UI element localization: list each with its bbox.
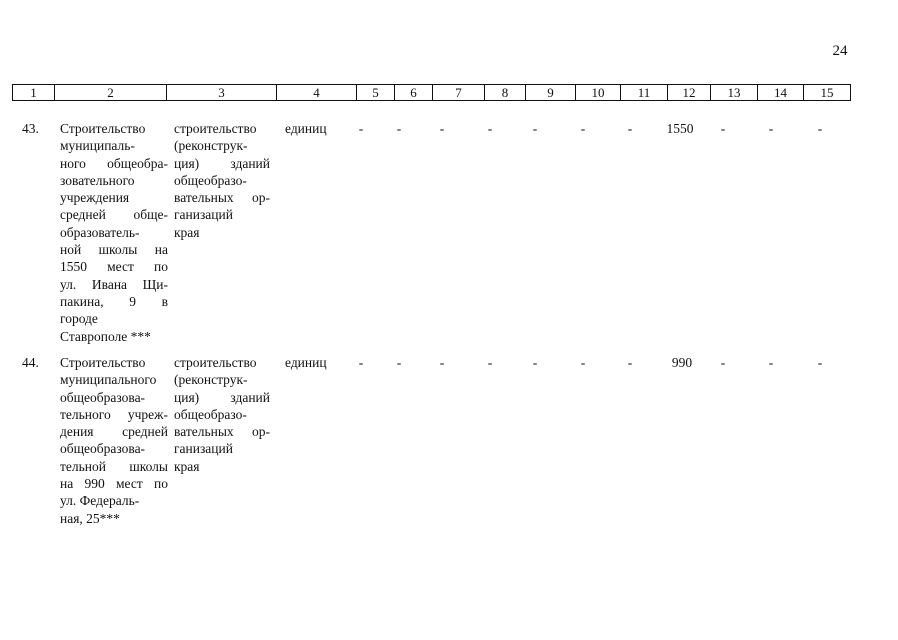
header-col-15: 15 [804, 85, 851, 101]
name-line: образователь- [60, 224, 140, 240]
header-col-7: 7 [433, 85, 485, 101]
value-col-12: 990 [671, 355, 693, 370]
row-number: 43. [22, 121, 39, 136]
value-col-6: - [396, 355, 402, 370]
value-col-7: - [439, 121, 445, 136]
work-type [174, 120, 270, 241]
column-number-header [12, 84, 851, 101]
value-col-15: - [817, 121, 823, 136]
type-line: ганизаций [174, 441, 233, 457]
type-line: строительство [174, 355, 257, 370]
type-line: общеобразо- [174, 406, 247, 422]
name-line: муниципаль- [60, 138, 135, 154]
work-type [174, 354, 270, 475]
type-line: общеобразо- [174, 172, 247, 188]
value-col-14: - [768, 355, 774, 370]
type-line: края [174, 224, 200, 240]
name-line: Строительство [60, 355, 146, 370]
name-line: дения средней [60, 424, 168, 440]
unit: единиц [285, 121, 327, 136]
name-line: ул. Ивана Щи- [60, 276, 168, 292]
type-line: ция) зданий [174, 389, 270, 405]
name-line: на 990 мест по [60, 476, 168, 492]
name-line: общеобразова- [60, 389, 146, 405]
type-line: края [174, 458, 200, 474]
unit: единиц [285, 355, 327, 370]
page-number: 24 [832, 43, 848, 59]
name-line: зовательного [60, 172, 135, 188]
value-col-7: - [439, 355, 445, 370]
value-col-13: - [720, 121, 726, 136]
type-line: (реконструк- [174, 372, 248, 388]
name-line: Ставрополе *** [60, 328, 151, 344]
header-col-3: 3 [167, 85, 277, 101]
header-col-8: 8 [485, 85, 526, 101]
header-col-14: 14 [758, 85, 804, 101]
header-col-1: 1 [13, 85, 55, 101]
type-line: вательных ор- [174, 190, 270, 206]
value-col-15: - [817, 355, 823, 370]
value-col-13: - [720, 355, 726, 370]
header-col-5: 5 [357, 85, 395, 101]
type-line: вательных ор- [174, 424, 270, 440]
header-col-4: 4 [277, 85, 357, 101]
name-line: муниципального [60, 372, 157, 388]
header-col-2: 2 [55, 85, 167, 101]
name-line: ной школы на [60, 242, 168, 258]
name-line: Строительство [60, 121, 146, 136]
value-col-9: - [532, 355, 538, 370]
value-col-11: - [627, 121, 633, 136]
name-line: ная, 25*** [60, 510, 120, 526]
object-name [60, 354, 168, 527]
name-line: тельной школы [60, 458, 168, 474]
row-number: 44. [22, 355, 39, 370]
value-col-5: - [358, 121, 364, 136]
header-col-9: 9 [526, 85, 576, 101]
header-col-10: 10 [576, 85, 621, 101]
header-col-11: 11 [621, 85, 668, 101]
name-line: тельного учреж- [60, 406, 168, 422]
value-col-9: - [532, 121, 538, 136]
name-line: учреждения [60, 190, 130, 206]
name-line: 1550 мест по [60, 259, 168, 275]
name-line: ного общеобра- [60, 155, 168, 171]
header-col-6: 6 [395, 85, 433, 101]
type-line: (реконструк- [174, 138, 248, 154]
name-line: ул. Федераль- [60, 493, 140, 509]
value-col-12: 1550 [666, 121, 694, 136]
value-col-10: - [580, 121, 586, 136]
header-col-13: 13 [711, 85, 758, 101]
value-col-8: - [487, 121, 493, 136]
name-line: городе [60, 311, 98, 327]
value-col-11: - [627, 355, 633, 370]
value-col-14: - [768, 121, 774, 136]
value-col-10: - [580, 355, 586, 370]
value-col-8: - [487, 355, 493, 370]
name-line: общеобразова- [60, 441, 146, 457]
value-col-5: - [358, 355, 364, 370]
type-line: ция) зданий [174, 155, 270, 171]
type-line: строительство [174, 121, 257, 136]
type-line: ганизаций [174, 207, 233, 223]
name-line: средней обще- [60, 207, 168, 223]
object-name [60, 120, 168, 345]
value-col-6: - [396, 121, 402, 136]
name-line: пакина, 9 в [60, 293, 168, 309]
header-col-12: 12 [668, 85, 711, 101]
